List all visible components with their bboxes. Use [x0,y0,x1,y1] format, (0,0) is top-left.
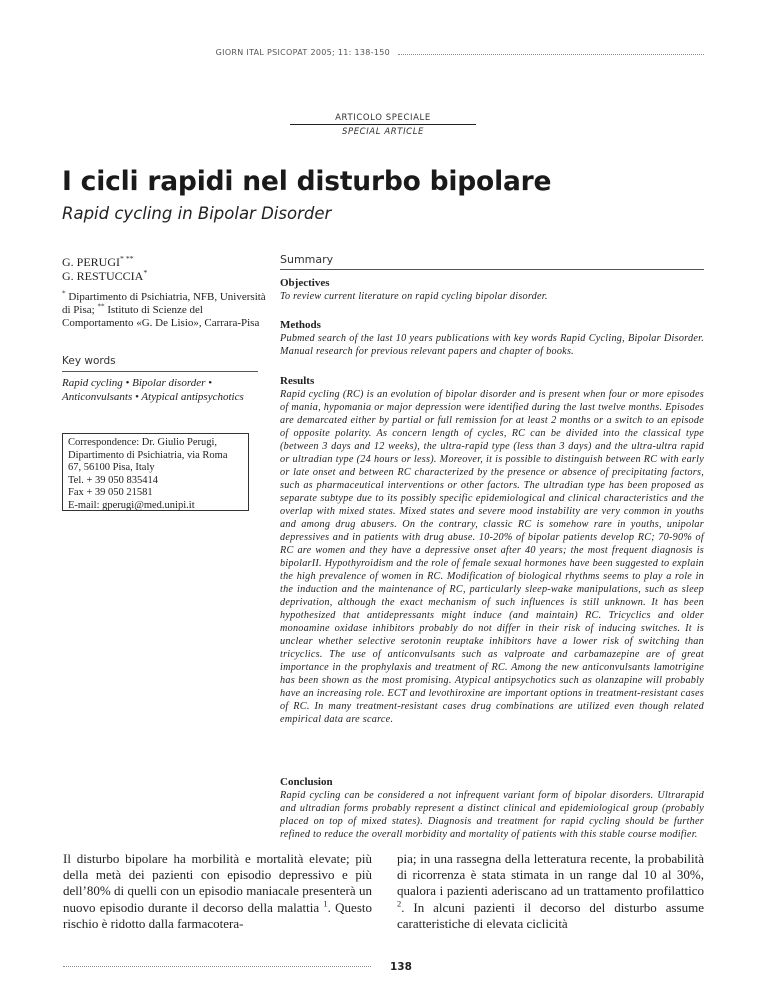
affiliation-mark-1: * [62,289,66,298]
summary-heading: Summary [280,253,334,266]
article-subtitle: Rapid cycling in Bipolar Disorder [62,204,332,223]
correspondence-tel: Tel. + 39 050 835414 [68,474,159,486]
affiliations [62,291,272,330]
body-right-tail: . In alcuni pazienti il decorso del disturbo assume caratteristiche di elevata ciclicità [397,899,704,931]
page-number: 138 [390,961,412,973]
author-1-name: G. PERUGI [62,255,121,269]
keywords-text: Rapid cycling • Bipolar disorder • Anticonvulsants • Atypical antipsychotics [62,377,244,403]
methods-heading: Methods [280,319,321,331]
section-rule [290,124,476,125]
header-dotted-rule [398,54,704,55]
conclusion-text: Rapid cycling can be considered a not infrequent variant form of bipolar disorders. Ultrarapid and ultradian forms probably represent a distinct clinical and epidemiological group (probably placed on top of mixed states). Diagnosis and treatment for rapid cycling should be further refined to reduce the overall morbidity and mortality of patients with this stable course modifier. [280,790,704,840]
article-title: I cicli rapidi nel disturbo bipolare [62,166,552,197]
summary-rule [280,269,704,270]
authors [62,255,262,283]
author-2-name: G. RESTUCCIA [62,269,144,283]
affiliation-2: Istituto di Scienze del Comportamento «G. De Lisio», Carrara-Pisa [62,304,260,329]
affiliation-1: Dipartimento di Psichiatria, NFB, Università di Pisa; [62,291,266,316]
results-text: Rapid cycling (RC) is an evolution of bipolar disorder and is present when four or more episodes of mania, hypomania or major depression were identified during the last twelve months. Episodes are demarcated either by partial or full remission for at least 2 months or a switch to an episode of opposite polarity. As concern length of cycles, RC can be divided into the classical type (between 3 days and 12 weeks), the ultra-rapid type (less than 3 days) and the ultra-ultra rapid or ultradian type (24 hours or less). Moreover, it is possible to distinguish between RC with early or late onset and between RC characterized by the presence or absence of precipitating factors, such as pharmaceutical interventions or other factors. The ultradian type has been proposed as separate subtype due to its possibly specific epidemiological and clinical characteristics and the overlap with mixed states. Mixed states and severe mood instability are very common in youths and among drug abusers. On the contrary, classic RC is somehow rare in youths, unipolar depressives and in patients with drug abuse. 10-20% of bipolar patients develop RC; 70-90% of RC are women and they have a depressive onset after 40 years; the most frequent diagnosis is bipolarII. Hypothyroidism and the role of female sexual hormones have been suggested to explain the high prevalence of women in RC. Modification of biological rhythms seems to play a role in the induction and the maintenance of RC, particularly sleep-wake manipulations, such as sleep deprivation, although the exact mechanism of such influences is still unknown. It has been hypothesized that antidepressants might induce (and maintain) RC. Tricyclics and older monoamine oxidase inhibitors probably do not differ in their risk of inducing switches. It is unclear whether selective serotonin reuptake inhibitors have a lower risk of switching than tricyclics. The use of anticonvulsants such as valproate and carbamazepine are of great importance in the prophylaxis and treatment of RC. Among the new anticonvulsants lamotrigine has been shown as the most promising. Atypical antipsychotics such as olanzapine will probably have an increasing role. ECT and levothiroxine are important options in treatment-resistant cases of RC. In many treatment-resistant cases drug combinations are utilized even though related empirical data are scarce. [280,389,704,725]
section-label-english: SPECIAL ARTICLE [341,127,425,137]
keywords-rule [62,371,258,372]
conclusion-heading: Conclusion [280,776,333,788]
footer-dotted-rule [63,966,371,967]
section-label-italian: ARTICOLO SPECIALE [335,113,431,123]
citation-2: 2 [397,898,402,909]
objectives-text: To review current literature on rapid cycling bipolar disorder. [280,291,548,302]
correspondence-email[interactable]: E-mail: gperugi@med.unipi.it [68,499,195,511]
author-1 [62,255,262,269]
body-column-right [397,851,704,932]
citation-1: 1 [323,898,328,909]
methods-text: Pubmed search of the last 10 years publications with key words Rapid Cycling, Bipolar Disorder. Manual research for previous relevant papers and chapter of books. [280,333,704,357]
correspondence-address: Correspondence: Dr. Giulio Perugi, Dipartimento di Psichiatria, via Roma 67, 56100 Pisa, Italy [68,437,228,473]
objectives-heading: Objectives [280,277,330,289]
keywords-heading: Key words [62,355,116,367]
journal-reference: GIORN ITAL PSICOPAT 2005; 11: 138-150 [215,48,390,57]
correspondence-fax: Fax + 39 050 21581 [68,487,153,498]
author-1-marks: * ** [120,254,134,263]
body-left-tail: . Questo rischio è ridotto dalla farmacotera- [63,899,372,931]
affiliation-mark-2: ** [97,302,105,311]
body-right-text: pia; in una rassegna della letteratura recente, la probabilità di ricorrenza è stata stimata in un range dal 10 al 30%, qualora i pazienti aderiscano ad un trattamento profilattico [397,851,704,899]
results-heading: Results [280,375,315,387]
body-column-left [63,851,372,932]
author-2 [62,269,262,283]
author-2-marks: * [143,268,148,277]
body-left-text: Il disturbo bipolare ha morbilità e mortalità elevate; più della metà dei pazienti con episodio depressivo e più dell’80% di quelli con un episodio maniacale presenterà un nuovo episodio durante il decorso della malattia [63,851,372,915]
correspondence-box [62,433,249,511]
